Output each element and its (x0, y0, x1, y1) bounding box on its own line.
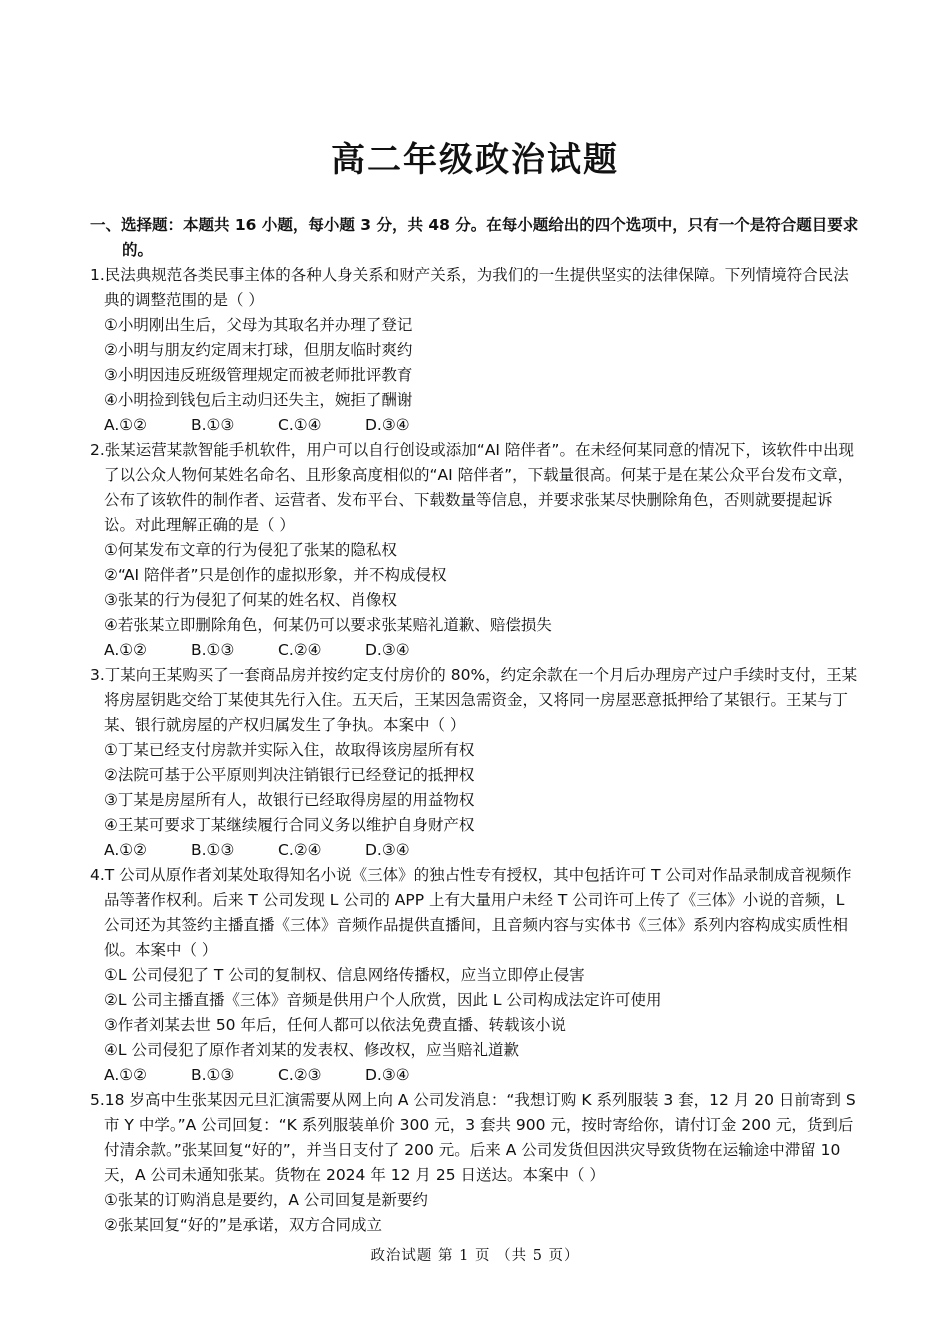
answer-option: D.③④ (365, 641, 410, 659)
statement-item: ②法院可基于公平原则判决注销银行已经登记的抵押权 (104, 766, 475, 784)
question-stem: 5.18 岁高中生张某因元旦汇演需要从网上向 A 公司发消息：“我想订购 K 系列服装 3 套，12 月 20 日前寄到 S 市 Y 中学。”A 公司回复：“K 系列服装单价 300 元，3 套共 900 元，按时寄给你，请付订金 200 元，货到后付清余款。”张某回复“好的”，并当日支付了 200 元。后来 A 公司发货但因洪灾导致货物在运输途中滞留 10 天，A 公司未通知张某。货物在 2024 年 12 月 25 日送达。本案中（ ） (90, 1091, 856, 1184)
question-stem: 4.T 公司从原作者刘某处取得知名小说《三体》的独占性专有授权，其中包括许可 T 公司对作品录制成音视频作品等著作权利。后来 T 公司发现 L 公司的 APP 上有大量用户未经 T 公司许可上传了《三体》小说的音频，L 公司还为其签约主播直播《三体》音频作品提供直播间，且音频内容与实体书《三体》系列内容构成实质性相似。本案中（ ） (90, 866, 852, 959)
statement-item: ①丁某已经支付房款并实际入住，故取得该房屋所有权 (104, 741, 475, 759)
page-title: 高二年级政治试题 (331, 140, 619, 180)
answer-option: B.①③ (191, 641, 235, 659)
answer-option: C.②③ (278, 1066, 322, 1084)
answer-option: D.③④ (365, 841, 410, 859)
statement-item: ③张某的行为侵犯了何某的姓名权、肖像权 (104, 591, 397, 609)
statement-item: ④小明捡到钱包后主动归还失主，婉拒了酬谢 (104, 391, 413, 409)
section-heading: 一、选择题：本题共 16 小题，每小题 3 分，共 48 分。在每小题给出的四个选项中，只有一个是符合题目要求的。 (90, 216, 859, 259)
answer-options (90, 638, 862, 663)
statement-item: ②小明与朋友约定周末打球，但朋友临时爽约 (104, 341, 413, 359)
exam-content (90, 213, 862, 1238)
answer-option: D.③④ (365, 416, 410, 434)
statement-item: ②张某回复“好的”是承诺，双方合同成立 (104, 1216, 382, 1234)
statement-item: ②L 公司主播直播《三体》音频是供用户个人欣赏，因此 L 公司构成法定许可使用 (104, 991, 662, 1009)
answer-option: A.①② (104, 1066, 148, 1084)
answer-option: C.①④ (278, 416, 322, 434)
statement-item: ①L 公司侵犯了 T 公司的复制权、信息网络传播权，应当立即停止侵害 (104, 966, 585, 984)
question-stem: 3.丁某向王某购买了一套商品房并按约定支付房价的 80%，约定余款在一个月后办理房产过户手续时支付，王某将房屋钥匙交给丁某使其先行入住。五天后，王某因急需资金，又将同一房屋恶意抵押给了某银行。王某与丁某、银行就房屋的产权归属发生了争执。本案中（ ） (90, 666, 858, 734)
question-stem: 2.张某运营某款智能手机软件，用户可以自行创设或添加“AI 陪伴者”。在未经何某同意的情况下，该软件中出现了以公众人物何某姓名命名、且形象高度相似的“AI 陪伴者”，下载量很高。何某于是在某公众平台发布文章，公布了该软件的制作者、运营者、发布平台、下载数量等信息，并要求张某尽快删除角色，否则就要提起诉讼。对此理解正确的是（ ） (90, 441, 854, 534)
statement-item: ③作者刘某去世 50 年后，任何人都可以依法免费直播、转载该小说 (104, 1016, 566, 1034)
statement-item: ①小明刚出生后，父母为其取名并办理了登记 (104, 316, 413, 334)
answer-option: A.①② (104, 641, 148, 659)
answer-options (90, 838, 862, 863)
answer-option: C.②④ (278, 641, 322, 659)
answer-option: A.①② (104, 841, 148, 859)
question-stem: 1.民法典规范各类民事主体的各种人身关系和财产关系，为我们的一生提供坚实的法律保障。下列情境符合民法典的调整范围的是（ ） (90, 266, 849, 309)
answer-option: B.①③ (191, 841, 235, 859)
answer-option: B.①③ (191, 416, 235, 434)
answer-option: B.①③ (191, 1066, 235, 1084)
statement-item: ④L 公司侵犯了原作者刘某的发表权、修改权，应当赔礼道歉 (104, 1041, 519, 1059)
statement-item: ④王某可要求丁某继续履行合同义务以维护自身财产权 (104, 816, 475, 834)
answer-options (90, 1063, 862, 1088)
answer-options (90, 413, 862, 438)
answer-option: A.①② (104, 416, 148, 434)
statement-item: ②“AI 陪伴者”只是创作的虚拟形象，并不构成侵权 (104, 566, 447, 584)
page-footer: 政治试题 第 1 页 （共 5 页） (370, 1248, 580, 1264)
answer-option: C.②④ (278, 841, 322, 859)
answer-option: D.③④ (365, 1066, 410, 1084)
statement-item: ①何某发布文章的行为侵犯了张某的隐私权 (104, 541, 397, 559)
statement-item: ④若张某立即删除角色，何某仍可以要求张某赔礼道歉、赔偿损失 (104, 616, 552, 634)
statement-item: ③小明因违反班级管理规定而被老师批评教育 (104, 366, 413, 384)
statement-item: ①张某的订购消息是要约，A 公司回复是新要约 (104, 1191, 428, 1209)
statement-item: ③丁某是房屋所有人，故银行已经取得房屋的用益物权 (104, 791, 475, 809)
